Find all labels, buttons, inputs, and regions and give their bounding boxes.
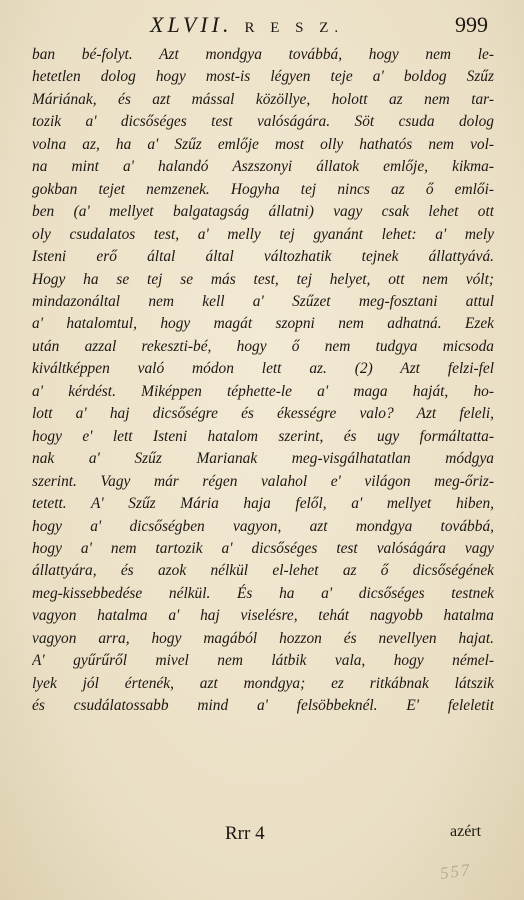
- text-line: lyek jól értenék, azt mondgya; ez ritkábnak látszik: [32, 674, 494, 692]
- chapter-number: XLVII.: [150, 12, 233, 37]
- text-line: hogy e' lett Isteni hatalom szerint, és ugy formáltatta-: [32, 427, 494, 445]
- running-header: [0, 12, 524, 42]
- text-line: Hogy ha se tej se más test, tej helyet, ott nem vólt;: [32, 270, 494, 288]
- text-line: szerint. Vagy már régen valahol e' világon meg-őriz-: [32, 472, 494, 490]
- text-line: után azzal rekeszti-bé, hogy ő nem tudgya micsoda: [32, 337, 494, 355]
- text-line: hogy a' dicsőségben vagyon, azt mondgya továbbá,: [32, 517, 494, 535]
- text-line: ben (a' mellyet balgatagság állatni) vagy csak lehet ott: [32, 203, 494, 221]
- text-line: Máriának, és azt mással közöllye, holott az nem tar-: [32, 90, 494, 108]
- signature-mark: Rrr 4: [225, 823, 265, 844]
- chapter-heading: [150, 12, 344, 38]
- text-line: lott a' haj dicsőségre és ékességre valo? Azt feleli,: [32, 405, 494, 423]
- text-line: A' gyűrűről mivel nem látbik vala, hogy némel-: [32, 652, 494, 670]
- text-line: tozik a' dicsőséges test valóságára. Söt csuda dolog: [32, 113, 494, 131]
- page-number: 999: [455, 12, 488, 37]
- text-line: mindazonáltal nem kell a' Szűzet meg-fosztani attul: [32, 292, 494, 310]
- text-line: vagyon hatalma a' haj viselésre, tehát nagyobb hatalma: [32, 607, 494, 625]
- text-line: na mint a' halandó Aszszonyi állatok emlője, kikma-: [32, 158, 494, 176]
- text-line: oly csudalatos test, a' melly tej gyanánt lehet: a' mely: [32, 225, 494, 243]
- text-line: gokban tejet nemzenek. Hogyha tej nincs az ő emlői-: [32, 180, 494, 198]
- text-line: ban bé-folyt. Azt mondgya továbbá, hogy nem le-: [32, 46, 494, 63]
- text-line: és csudálatossabb mind a' felsöbbeknél. E' feleletit: [32, 697, 494, 715]
- text-line: a' kérdést. Miképpen téphette-le a' maga haját, ho-: [32, 382, 494, 400]
- catchword: azért: [450, 823, 482, 840]
- body-text: [32, 44, 494, 718]
- chapter-word: R E S Z.: [244, 20, 345, 36]
- text-line: állattyára, és azok nélkül el-lehet az ő dicsőségének: [32, 562, 494, 580]
- text-line: hetetlen dolog hogy most-is légyen teje a' boldog Szűz: [32, 68, 494, 86]
- text-line: meg-kissebbedése nélkül. És ha a' dicsőséges testnek: [32, 584, 494, 602]
- text-line: tetett. A' Szűz Mária haja felől, a' mellyet hiben,: [32, 495, 494, 513]
- text-line: hogy a' nem tartozik a' dicsőséges test valóságára vagy: [32, 539, 494, 557]
- text-line: vagyon arra, hogy magából hozzon és nevellyen hajat.: [32, 629, 494, 647]
- text-line: nak a' Szűz Marianak meg-visgálhatatlan módgya: [32, 450, 494, 468]
- text-line: a' hatalomtul, hogy magát szopni nem adhatná. Ezek: [32, 315, 494, 333]
- text-line: volna az, ha a' Szűz emlője most olly hathatós nem vol-: [32, 135, 494, 153]
- faded-stamp: 557: [438, 859, 473, 884]
- text-line: kiváltképpen való módon lett az. (2) Azt felzi-fel: [32, 360, 494, 378]
- page-footer: [0, 823, 524, 849]
- text-line: Isteni erő által által változhatik tejnek állattyává.: [32, 248, 494, 266]
